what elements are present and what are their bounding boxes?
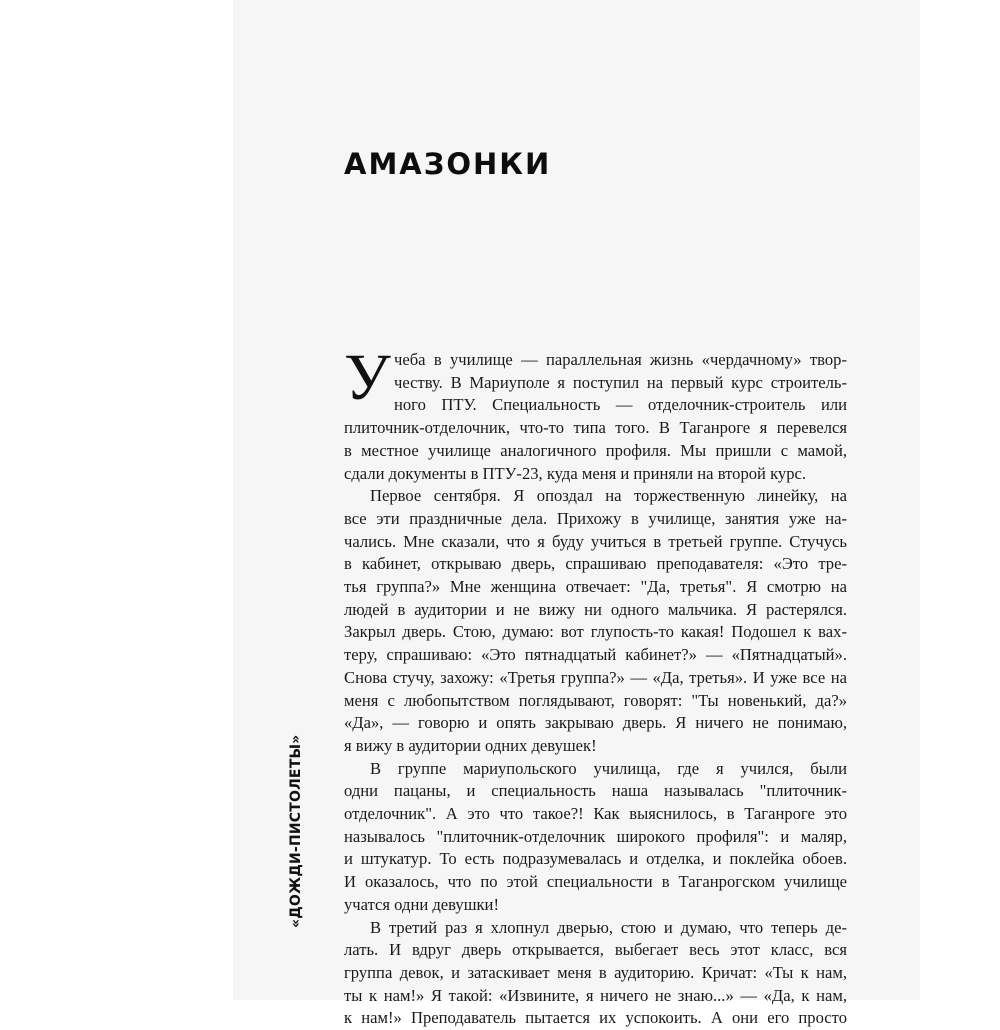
- text-line: И оказалось, что по этой специальности в Таганрогском училище: [344, 872, 847, 892]
- text-line: В группе мариупольского училища, где я учился, были: [370, 758, 847, 778]
- text-line: отделочник". А это что такое?! Как выяснилось, в Таганроге это: [344, 804, 847, 824]
- text-line: теру, спрашиваю: «Это пятнадцатый кабинет?» — «Пятнадцатый».: [344, 645, 847, 665]
- text-line: все эти праздничные дела. Прихожу в училище, занятия уже на-: [344, 508, 847, 528]
- text-line: учатся одни девушки!: [344, 894, 499, 914]
- text-line: Первое сентября. Я опоздал на торжественную линейку, на: [370, 486, 847, 506]
- text-line: Снова стучу, захожу: «Третья группа?» — «Да, третья». И уже все на: [344, 667, 847, 687]
- drop-cap: У: [344, 341, 391, 414]
- text-line: чеба в училище — параллельная жизнь «чердачному» твор-: [394, 350, 847, 369]
- text-line: к нам!» Преподаватель пытается их успокоить. А они его просто: [344, 1008, 847, 1028]
- text-line: одни пацаны, и специальность наша называлась "плиточник-: [344, 781, 847, 801]
- text-line: группа девок, и затаскивает меня в аудиторию. Кричат: «Ты к нам,: [344, 962, 847, 982]
- text-line: в кабинет, открываю дверь, спрашиваю преподавателя: «Это тре-: [344, 554, 847, 574]
- text-line: честву. В Мариуполе я поступил на первый курс строитель-: [394, 372, 847, 392]
- text-line: В третий раз я хлопнул дверью, стою и думаю, что теперь де-: [370, 917, 847, 937]
- text-line: Закрыл дверь. Стою, думаю: вот глупость-то какая! Подошел к вах-: [344, 622, 847, 642]
- chapter-title: АМАЗОНКИ: [344, 147, 552, 181]
- text-line: меня с любопытством поглядывают, говорят: "Ты новенький, да?»: [344, 690, 847, 710]
- text-line: чались. Мне сказали, что я буду учиться в третьей группе. Стучусь: [344, 531, 847, 551]
- text-line: людей в аудитории и не вижу ни одного мальчика. Я растерялся.: [344, 599, 847, 619]
- text-line: тья группа?» Мне женщина отвечает: "Да, третья". Я смотрю на: [344, 577, 847, 597]
- text-line: лать. И вдруг дверь открывается, выбегает весь этот класс, вся: [344, 940, 847, 960]
- chapter-body: [344, 341, 847, 1030]
- text-line: сдали документы в ПТУ-23, куда меня и приняли на второй курс.: [344, 463, 807, 483]
- text-line: ты к нам!» Я такой: «Извините, я ничего не знаю...» — «Да, к нам,: [344, 985, 847, 1005]
- book-running-title: «ДОЖДИ-ПИСТОЛЕТЫ»: [288, 734, 304, 928]
- text-line: плиточник-отделочник, что-то типа того. В Таганроге я перевелся: [344, 418, 847, 438]
- text-line: в местное училище аналогичного профиля. Мы пришли с мамой,: [344, 440, 847, 460]
- text-line: «Да», — говорю и опять закрываю дверь. Я ничего не понимаю,: [344, 713, 847, 733]
- text-line: я вижу в аудитории одних девушек!: [344, 735, 597, 755]
- text-line: ного ПТУ. Специальность — отделочник-строитель или: [394, 395, 847, 415]
- text-line: и штукатур. То есть подразумевалась и отделка, и поклейка обоев.: [344, 849, 847, 869]
- text-line: называлось "плиточник-отделочник широкого профиля": и маляр,: [344, 826, 847, 846]
